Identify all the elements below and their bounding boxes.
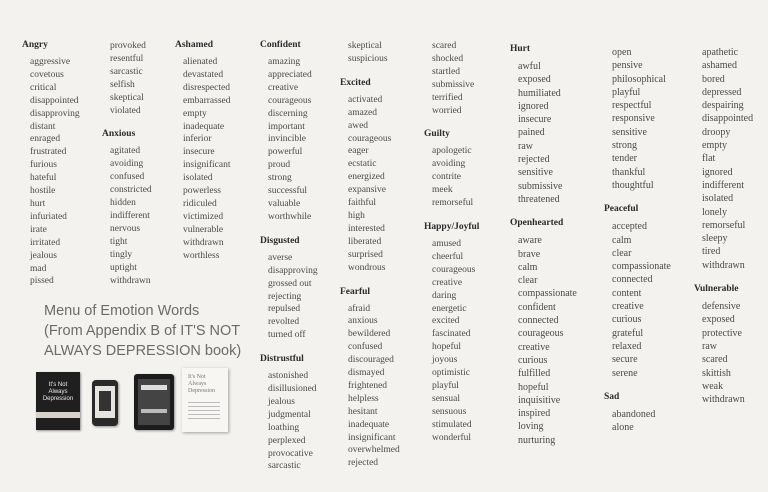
emotion-word: serene bbox=[612, 367, 638, 379]
emotion-word: alienated bbox=[183, 57, 218, 67]
emotion-word: furious bbox=[30, 160, 57, 171]
emotion-word: philosophical bbox=[612, 73, 666, 85]
emotion-word: brave bbox=[518, 248, 541, 260]
emotion-word: repulsed bbox=[268, 304, 301, 315]
emotion-word: apathetic bbox=[702, 47, 739, 58]
emotion-word: frightened bbox=[348, 380, 388, 391]
emotion-word: perplexed bbox=[268, 435, 306, 446]
emotion-word: selfish bbox=[110, 79, 135, 90]
emotion-word: pissed bbox=[30, 276, 54, 287]
emotion-word: proud bbox=[268, 160, 291, 171]
emotion-word: flat bbox=[702, 153, 716, 165]
emotion-word: sarcastic bbox=[110, 66, 143, 77]
emotion-word: fascinated bbox=[432, 329, 471, 340]
emotion-word: jealous bbox=[30, 250, 57, 261]
emotion-word: courageous bbox=[268, 95, 312, 106]
emotion-word: overwhelmed bbox=[348, 445, 400, 456]
emotion-word: optimistic bbox=[432, 368, 470, 379]
emotion-word: creative bbox=[612, 301, 644, 313]
emotion-word: confused bbox=[348, 342, 383, 353]
column-5 bbox=[340, 40, 400, 470]
emotion-word: appreciated bbox=[268, 69, 312, 80]
emotion-word: insecure bbox=[518, 114, 552, 126]
emotion-word: confused bbox=[110, 172, 145, 183]
emotion-word: hostile bbox=[30, 186, 56, 197]
emotion-word: awed bbox=[348, 120, 369, 131]
emotion-word: turned off bbox=[268, 330, 306, 341]
emotion-word: shocked bbox=[432, 53, 464, 64]
emotion-word: eager bbox=[348, 146, 369, 157]
emotion-word: aware bbox=[518, 235, 542, 247]
emotion-word: insignificant bbox=[183, 160, 231, 171]
tablet-image bbox=[134, 374, 174, 430]
emotion-word: inferior bbox=[183, 134, 212, 145]
emotion-word: rejected bbox=[348, 458, 379, 469]
emotion-word: abandoned bbox=[612, 408, 656, 420]
emotion-word: content bbox=[612, 287, 642, 299]
emotion-word: confident bbox=[518, 301, 556, 313]
emotion-word: agitated bbox=[110, 146, 141, 157]
emotion-word: ignored bbox=[702, 166, 733, 178]
emotion-word: sarcastic bbox=[268, 461, 301, 472]
emotion-word: averse bbox=[268, 252, 293, 263]
emotion-word: helpless bbox=[348, 393, 379, 404]
emotion-word: connected bbox=[612, 274, 653, 286]
emotion-word: withdrawn bbox=[702, 394, 745, 406]
emotion-word: accepted bbox=[612, 221, 647, 233]
emotion-word: respectful bbox=[612, 100, 652, 112]
emotion-word: victimized bbox=[183, 211, 224, 222]
emotion-word: ridiculed bbox=[183, 198, 217, 209]
emotion-word: devastated bbox=[183, 69, 224, 80]
emotion-word: withdrawn bbox=[702, 259, 745, 271]
emotion-word: lonely bbox=[702, 206, 727, 218]
book-cover-title: It's Not Always Depression bbox=[42, 382, 74, 402]
emotion-word: curious bbox=[612, 314, 642, 326]
emotion-word: violated bbox=[110, 105, 141, 116]
emotion-word: creative bbox=[268, 82, 299, 93]
emotion-word: wonderful bbox=[432, 432, 472, 443]
emotion-word: remorseful bbox=[432, 198, 474, 209]
emotion-word: ashamed bbox=[702, 60, 737, 72]
emotion-word: nurturing bbox=[518, 434, 556, 446]
emotion-word: responsive bbox=[612, 113, 655, 125]
category-heading: Hurt bbox=[510, 44, 531, 54]
category-heading: Excited bbox=[340, 77, 371, 88]
emotion-word: calm bbox=[518, 261, 538, 273]
caption-line-3: ALWAYS DEPRESSION book) bbox=[44, 343, 242, 359]
column-7 bbox=[510, 44, 577, 447]
emotion-word: powerless bbox=[183, 186, 221, 197]
emotion-word: discouraged bbox=[348, 355, 394, 366]
emotion-word: grossed out bbox=[268, 278, 312, 289]
emotion-word: enraged bbox=[30, 134, 61, 145]
emotion-word: secure bbox=[612, 354, 638, 366]
emotion-word: insecure bbox=[183, 147, 215, 158]
emotion-word: critical bbox=[30, 82, 57, 93]
emotion-word: clear bbox=[518, 275, 538, 287]
emotion-word: defensive bbox=[702, 301, 741, 313]
emotion-word: submissive bbox=[432, 79, 475, 90]
emotion-word: bewildered bbox=[348, 329, 391, 340]
emotion-word: judgmental bbox=[268, 409, 311, 420]
emotion-word: tight bbox=[110, 236, 128, 247]
emotion-word: contrite bbox=[432, 172, 462, 183]
column-1 bbox=[22, 40, 80, 288]
emotion-word: energized bbox=[348, 172, 385, 183]
emotion-word: revolted bbox=[268, 317, 300, 328]
column-8 bbox=[604, 46, 671, 434]
emotion-word: amazed bbox=[348, 107, 378, 118]
emotion-word: rejected bbox=[518, 154, 550, 166]
emotion-word: disappointed bbox=[30, 95, 79, 106]
emotion-word: connected bbox=[518, 315, 559, 327]
emotion-word: faithful bbox=[348, 198, 376, 209]
category-heading: Peaceful bbox=[604, 204, 639, 215]
emotion-word: indifferent bbox=[110, 210, 150, 221]
emotion-word: curious bbox=[518, 354, 548, 366]
emotion-word: nervous bbox=[110, 223, 141, 234]
emotion-word: hidden bbox=[110, 198, 136, 209]
caption bbox=[44, 301, 241, 361]
emotion-word: irate bbox=[30, 224, 47, 235]
emotion-word: calm bbox=[612, 234, 632, 246]
emotion-word: frustrated bbox=[30, 147, 67, 158]
emotion-word: interested bbox=[348, 223, 385, 234]
emotion-word: grateful bbox=[612, 327, 644, 339]
emotion-word: high bbox=[348, 210, 365, 221]
emotion-word: fulfilled bbox=[518, 368, 551, 380]
category-heading: Ashamed bbox=[175, 40, 214, 50]
phone-image bbox=[92, 380, 118, 426]
emotion-word: courageous bbox=[518, 328, 564, 340]
emotion-word: indifferent bbox=[702, 179, 745, 191]
emotion-word: courageous bbox=[432, 264, 476, 275]
emotion-word: activated bbox=[348, 94, 383, 105]
emotion-word: worthless bbox=[183, 250, 220, 261]
emotion-word: anxious bbox=[348, 316, 378, 327]
emotion-word: energetic bbox=[432, 303, 467, 314]
emotion-word: sensitive bbox=[518, 167, 553, 179]
emotion-word: ignored bbox=[518, 100, 549, 112]
emotion-word: avoiding bbox=[110, 159, 144, 170]
category-heading: Disgusted bbox=[260, 235, 300, 246]
emotion-word: valuable bbox=[268, 198, 301, 209]
emotion-word: isolated bbox=[183, 173, 213, 184]
emotion-word: mad bbox=[30, 263, 47, 274]
emotion-word: hopeful bbox=[432, 342, 462, 353]
category-heading: Fearful bbox=[340, 286, 371, 297]
emotion-word: loathing bbox=[268, 422, 300, 433]
emotion-word: hopeful bbox=[518, 381, 549, 393]
emotion-word: thankful bbox=[612, 166, 646, 178]
emotion-word: relaxed bbox=[612, 340, 642, 352]
emotion-word: powerful bbox=[268, 147, 303, 158]
emotion-word: inspired bbox=[518, 408, 551, 420]
emotion-word: disrespected bbox=[183, 82, 230, 93]
emotion-word: exposed bbox=[518, 74, 551, 86]
caption-line-2: (From Appendix B of IT'S NOT bbox=[44, 323, 241, 339]
emotion-word: provoked bbox=[110, 41, 146, 51]
emotion-word: remorseful bbox=[702, 219, 746, 231]
emotion-word: hesitant bbox=[348, 406, 378, 417]
emotion-word: apologetic bbox=[432, 146, 472, 157]
emotion-word: strong bbox=[612, 140, 637, 152]
emotion-word: cheerful bbox=[432, 251, 464, 262]
emotion-word: compassionate bbox=[518, 288, 577, 300]
category-heading: Distrustful bbox=[260, 354, 304, 365]
emotion-word: compassionate bbox=[612, 261, 671, 273]
emotion-word: disapproving bbox=[268, 265, 318, 276]
emotion-word: avoiding bbox=[432, 159, 466, 170]
emotion-word: scared bbox=[702, 354, 728, 366]
book-back-title: It's Not Always Depression bbox=[188, 374, 215, 394]
category-heading: Openhearted bbox=[510, 218, 564, 229]
emotion-word: skeptical bbox=[348, 41, 382, 51]
emotion-word: empty bbox=[702, 140, 727, 152]
emotion-word: disapproving bbox=[30, 108, 80, 119]
emotion-word: disillusioned bbox=[268, 384, 317, 395]
emotion-word: rejecting bbox=[268, 291, 302, 302]
emotion-word: sensuous bbox=[432, 406, 467, 417]
column-6 bbox=[424, 40, 480, 444]
emotion-word: distant bbox=[30, 121, 56, 132]
category-heading: Vulnerable bbox=[694, 284, 739, 295]
column-2 bbox=[102, 40, 152, 287]
emotion-word: startled bbox=[432, 66, 460, 77]
category-heading: Happy/Joyful bbox=[424, 221, 480, 232]
category-heading: Guilty bbox=[424, 129, 450, 140]
book-back-image bbox=[182, 368, 228, 432]
emotion-word: inadequate bbox=[348, 419, 390, 430]
emotion-word: skittish bbox=[702, 367, 731, 379]
emotion-word: skeptical bbox=[110, 92, 144, 103]
emotion-word: pained bbox=[518, 127, 545, 139]
emotion-word: sensitive bbox=[612, 126, 647, 138]
emotion-word: resentful bbox=[110, 53, 144, 64]
emotion-word: hateful bbox=[30, 173, 57, 184]
book-cover-image bbox=[36, 372, 80, 430]
emotion-word: awful bbox=[518, 61, 541, 72]
emotion-word: amused bbox=[432, 238, 462, 249]
column-4 bbox=[260, 40, 318, 473]
emotion-word: suspicious bbox=[348, 53, 388, 64]
emotion-word: covetous bbox=[30, 69, 64, 80]
emotion-word: tired bbox=[702, 246, 721, 258]
emotion-word: submissive bbox=[518, 180, 563, 192]
emotion-word: protective bbox=[702, 327, 742, 339]
emotion-word: embarrassed bbox=[183, 95, 231, 106]
emotion-word: uptight bbox=[110, 262, 137, 273]
emotion-word: afraid bbox=[348, 303, 371, 314]
category-heading: Anxious bbox=[102, 129, 136, 140]
emotion-word: playful bbox=[432, 380, 459, 391]
emotion-word: discerning bbox=[268, 108, 308, 119]
emotion-word: creative bbox=[518, 341, 550, 353]
category-heading: Confident bbox=[260, 40, 301, 50]
emotion-word: expansive bbox=[348, 185, 386, 196]
emotion-word: inquisitive bbox=[518, 394, 561, 406]
column-3 bbox=[175, 40, 231, 263]
emotion-word: creative bbox=[432, 277, 463, 288]
emotion-word: strong bbox=[268, 173, 292, 184]
emotion-word: invincible bbox=[268, 134, 306, 145]
emotion-word: raw bbox=[702, 340, 717, 352]
emotion-word: withdrawn bbox=[183, 237, 224, 248]
emotion-word: bored bbox=[702, 73, 725, 85]
emotion-word: sleepy bbox=[702, 233, 728, 245]
emotion-word: isolated bbox=[702, 193, 734, 205]
emotion-word: raw bbox=[518, 140, 533, 152]
category-heading: Sad bbox=[604, 391, 620, 402]
emotion-word: provocative bbox=[268, 448, 313, 459]
emotion-word: alone bbox=[612, 422, 634, 434]
emotion-word: empty bbox=[183, 108, 207, 119]
book-cover-stripe bbox=[36, 412, 80, 418]
emotion-word: hurt bbox=[30, 198, 46, 209]
emotion-word: droopy bbox=[702, 126, 731, 138]
emotion-word: astonished bbox=[268, 371, 309, 382]
emotion-word: important bbox=[268, 121, 305, 132]
caption-line-1: Menu of Emotion Words bbox=[44, 303, 200, 319]
emotion-word: tingly bbox=[110, 249, 133, 260]
emotion-word: jealous bbox=[268, 396, 295, 407]
emotion-word: joyous bbox=[432, 355, 458, 366]
emotion-word: excited bbox=[432, 316, 460, 327]
emotion-word: daring bbox=[432, 290, 457, 301]
emotion-word: liberated bbox=[348, 236, 382, 247]
emotion-word: infuriated bbox=[30, 211, 67, 222]
emotion-word: insignificant bbox=[348, 432, 396, 443]
column-9 bbox=[694, 46, 754, 406]
emotion-word: tender bbox=[612, 153, 637, 165]
emotion-word: loving bbox=[518, 421, 544, 433]
emotion-word: depressed bbox=[702, 86, 742, 98]
emotion-word: scared bbox=[432, 41, 457, 51]
emotion-word: thoughtful bbox=[612, 179, 654, 191]
category-heading: Angry bbox=[22, 40, 48, 50]
emotion-word: worried bbox=[432, 105, 462, 116]
emotion-word: weak bbox=[702, 380, 724, 392]
emotion-word: surprised bbox=[348, 249, 383, 260]
emotion-word: terrified bbox=[432, 92, 463, 103]
emotion-word: courageous bbox=[348, 133, 392, 144]
emotion-word: pensive bbox=[612, 60, 643, 72]
emotion-word: sensual bbox=[432, 393, 460, 404]
emotion-word: exposed bbox=[702, 314, 735, 326]
emotion-word: playful bbox=[612, 86, 641, 98]
emotion-word: withdrawn bbox=[110, 275, 151, 286]
emotion-word: despairing bbox=[702, 100, 744, 112]
emotion-word: open bbox=[612, 47, 632, 58]
emotion-word: ecstatic bbox=[348, 159, 377, 170]
emotion-word: wondrous bbox=[348, 262, 386, 273]
emotion-word: stimulated bbox=[432, 419, 472, 430]
emotion-word: amazing bbox=[268, 57, 301, 67]
emotion-word: disappointed bbox=[702, 113, 754, 125]
emotion-word: constricted bbox=[110, 185, 152, 196]
emotion-word: vulnerable bbox=[183, 224, 224, 235]
emotion-word: aggressive bbox=[30, 57, 71, 67]
emotion-word: humiliated bbox=[518, 87, 561, 99]
emotion-word: threatened bbox=[518, 193, 560, 205]
emotion-word: inadequate bbox=[183, 121, 225, 132]
emotion-word: worthwhile bbox=[268, 211, 312, 222]
emotion-word: clear bbox=[612, 247, 632, 259]
emotion-word: irritated bbox=[30, 237, 61, 248]
emotion-word: successful bbox=[268, 186, 308, 197]
emotion-word: dismayed bbox=[348, 368, 385, 379]
emotion-word: meek bbox=[432, 185, 453, 196]
product-images bbox=[32, 368, 237, 434]
